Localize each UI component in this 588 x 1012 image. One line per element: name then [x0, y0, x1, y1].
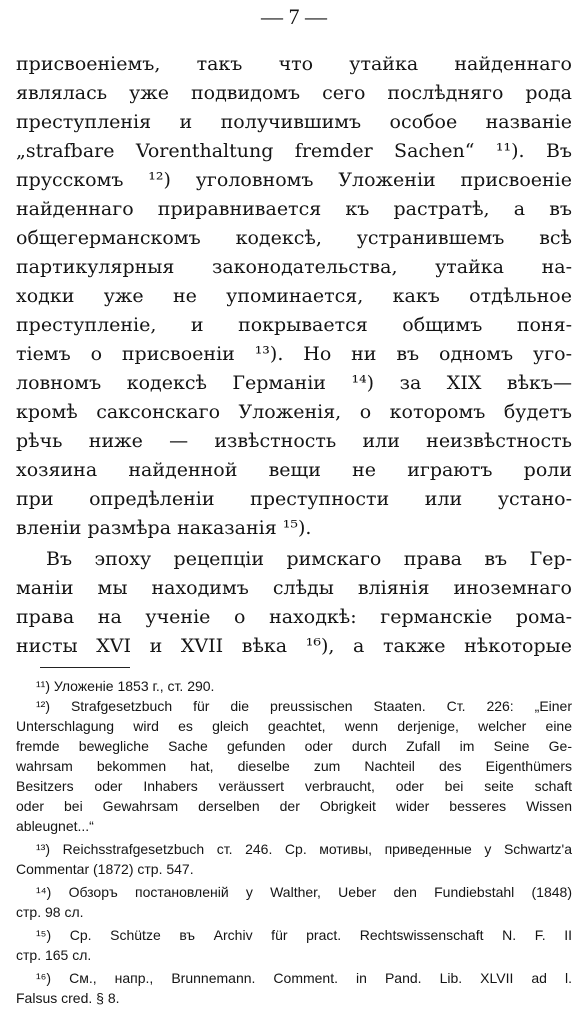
body-line: рѣчь ниже — извѣстность или неизвѣстность — [16, 430, 572, 452]
footnote-line: Unterschlagung wird es gleich geachtet, wenn derjenige, welcher eine — [16, 718, 572, 734]
body-line: преступленіе, и покрывается общимъ поня- — [16, 314, 572, 336]
footnote-line: ableugnet...“ — [16, 818, 94, 834]
body-line: Въ эпоху рецепціи римскаго права въ Гер- — [46, 548, 572, 570]
body-line: присвоеніемъ, такъ что утайка найденнаго — [16, 53, 572, 75]
body-line: преступленія и получившимъ особое названіе — [16, 111, 572, 133]
body-line: кромѣ саксонскаго Уложенія, о которомъ будетъ — [16, 401, 572, 423]
footnote-line: стр. 98 сл. — [16, 904, 84, 920]
footnote-line: ¹¹) Уложеніе 1853 г., ст. 290. — [36, 678, 215, 694]
body-line: нисты XVI и XVII вѣка ¹⁶), а также нѣкоторые — [16, 635, 572, 657]
footnote-line: wahrsam bekommen hat, dieselbe zum Nachteil des Eigenthümers — [16, 758, 572, 774]
footnote-line: Besitzers oder Inhabers veräussert verbraucht, oder bei seite schaft — [16, 778, 572, 794]
footnote-line: ¹³) Reichsstrafgesetzbuch ст. 246. Ср. мотивы, приведенные у Schwartz'a — [36, 841, 572, 857]
footnote-line: ¹²) Strafgesetzbuch für die preussischen Staaten. Ст. 226: „Einer — [36, 698, 572, 714]
body-line: права на ученіе о находкѣ: германскіе рома- — [16, 606, 572, 628]
footnote-line: Commentar (1872) стр. 547. — [16, 861, 194, 877]
body-line: при опредѣленіи преступности или устано- — [16, 488, 572, 510]
body-line: найденнаго приравнивается къ растратѣ, а въ — [16, 198, 572, 220]
body-line: хозяина найденной вещи не играютъ роли — [16, 459, 572, 481]
body-line: вленіи размѣра наказанія ¹⁵). — [16, 517, 312, 539]
body-line: ходки уже не упоминается, какъ отдѣльное — [16, 285, 572, 307]
body-line: общегерманскомъ кодексѣ, устранившемъ всѣ — [16, 227, 572, 249]
footnote-line: ¹⁴) Обзоръ постановленій у Walther, Ueber den Fundiebstahl (1848) — [36, 884, 572, 900]
page-number: — 7 — — [261, 4, 327, 29]
body-line: ловномъ кодексѣ Германіи ¹⁴) за XIX вѣкъ— — [16, 372, 572, 394]
body-line: партикулярныя законодательства, утайка на- — [16, 256, 572, 278]
footnote-line: oder bei Gewahrsam derselben der Obrigkeit wider besseres Wissen — [16, 798, 572, 814]
footnote-line: Falsus cred. § 8. — [16, 990, 120, 1006]
body-line: маніи мы находимъ слѣды вліянія иноземнаго — [16, 577, 572, 599]
footnote-line: ¹⁶) См., напр., Brunnemann. Comment. in Pand. Lib. XLVII ad l. — [36, 970, 572, 986]
body-line: являлась уже подвидомъ сего послѣдняго рода — [16, 82, 572, 104]
footnote-line: стр. 165 сл. — [16, 947, 92, 963]
footnote-line: fremde bewegliche Sache gefunden oder durch Zufall im Seine Ge- — [16, 738, 572, 754]
body-line: прусскомъ ¹²) уголовномъ Уложеніи присвоеніе — [16, 169, 572, 191]
footnote-line: ¹⁵) Ср. Schütze въ Archiv für pract. Rechtswissenschaft N. F. II — [36, 927, 572, 943]
body-line: „strafbare Vorenthaltung fremder Sachen“ ¹¹). Въ — [16, 140, 572, 162]
body-line: тіемъ о присвоеніи ¹³). Но ни въ одномъ уго- — [16, 343, 572, 365]
footnote-divider — [40, 667, 130, 668]
